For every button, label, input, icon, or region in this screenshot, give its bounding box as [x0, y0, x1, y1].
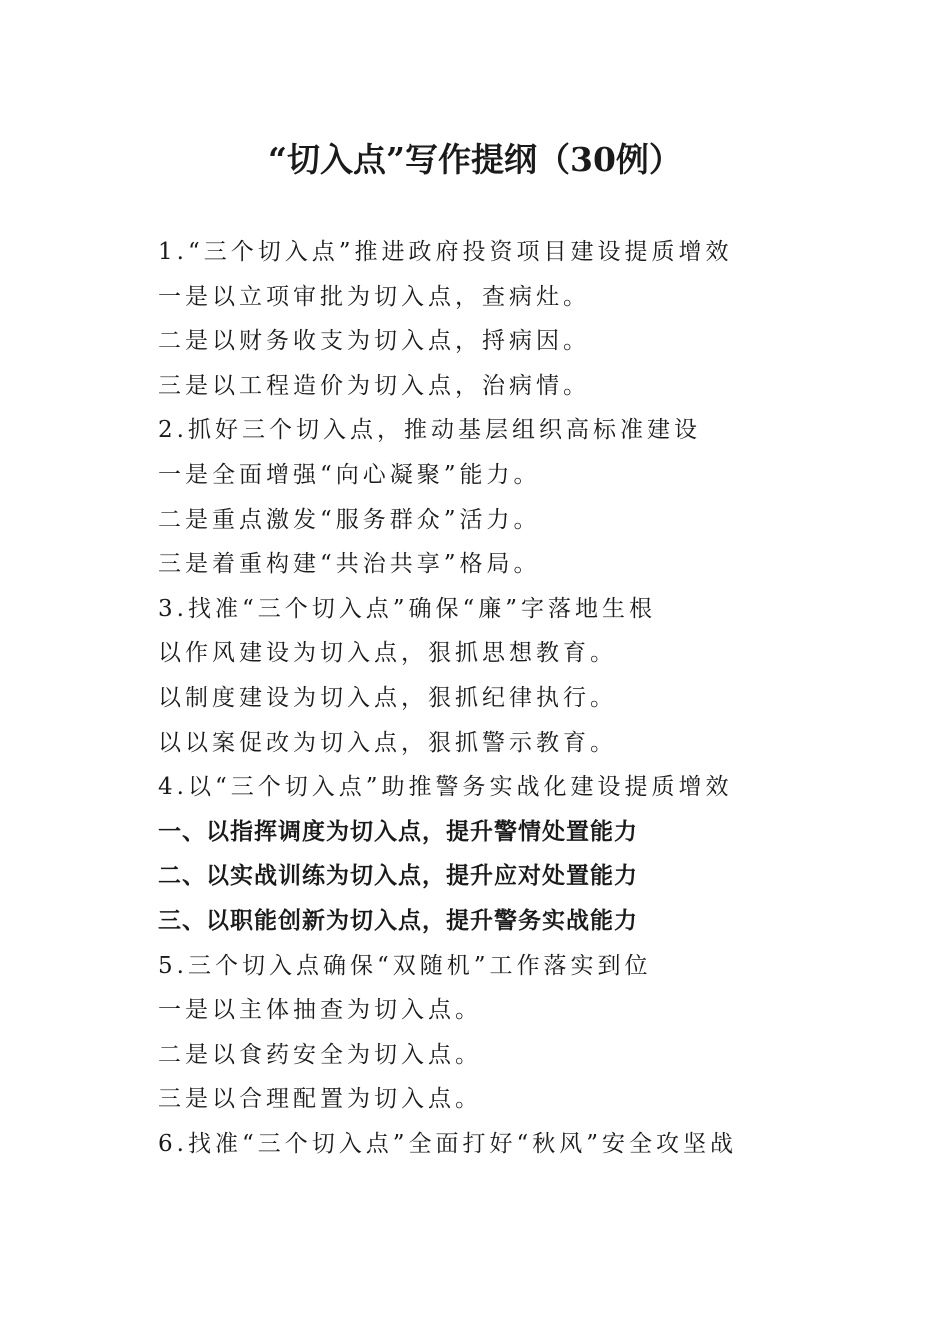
outline-body [158, 230, 918, 1166]
section-heading-3: 3.找准“三个切入点”确保“廉”字落地生根 [158, 595, 656, 622]
section-heading-5: 5.三个切入点确保“双随机”工作落实到位 [158, 952, 652, 979]
outline-item: 二是以财务收支为切入点，捋病因。 [158, 328, 590, 355]
outline-item: 一是全面增强“向心凝聚”能力。 [158, 461, 541, 488]
section-heading-4: 4.以“三个切入点”助推警务实战化建设提质增效 [158, 774, 733, 801]
outline-item: 以以案促改为切入点，狠抓警示教育。 [158, 729, 617, 756]
outline-item: 一是以立项审批为切入点，查病灶。 [158, 283, 590, 310]
outline-item: 三是着重构建“共治共享”格局。 [158, 551, 541, 578]
outline-item: 二是重点激发“服务群众”活力。 [158, 506, 541, 533]
section-heading-1: 1.“三个切入点”推进政府投资项目建设提质增效 [158, 239, 733, 265]
outline-item-bold: 一、以指挥调度为切入点，提升警情处置能力 [158, 818, 638, 845]
outline-item: 三是以工程造价为切入点，治病情。 [158, 372, 590, 399]
page-title: “切入点”写作提纲（30例） [268, 140, 682, 179]
outline-item: 以制度建设为切入点，狠抓纪律执行。 [158, 684, 617, 711]
section-heading-6: 6.找准“三个切入点”全面打好“秋风”安全攻坚战 [158, 1130, 737, 1157]
outline-item-bold: 二、以实战训练为切入点，提升应对处置能力 [158, 863, 638, 890]
outline-item: 一是以主体抽查为切入点。 [158, 997, 482, 1024]
outline-item: 三是以合理配置为切入点。 [158, 1086, 482, 1113]
outline-item: 二是以食药安全为切入点。 [158, 1041, 482, 1068]
section-heading-2: 2.抓好三个切入点，推动基层组织高标准建设 [158, 417, 701, 444]
outline-item: 以作风建设为切入点，狠抓思想教育。 [158, 640, 617, 667]
outline-item-bold: 三、以职能创新为切入点，提升警务实战能力 [158, 907, 638, 934]
